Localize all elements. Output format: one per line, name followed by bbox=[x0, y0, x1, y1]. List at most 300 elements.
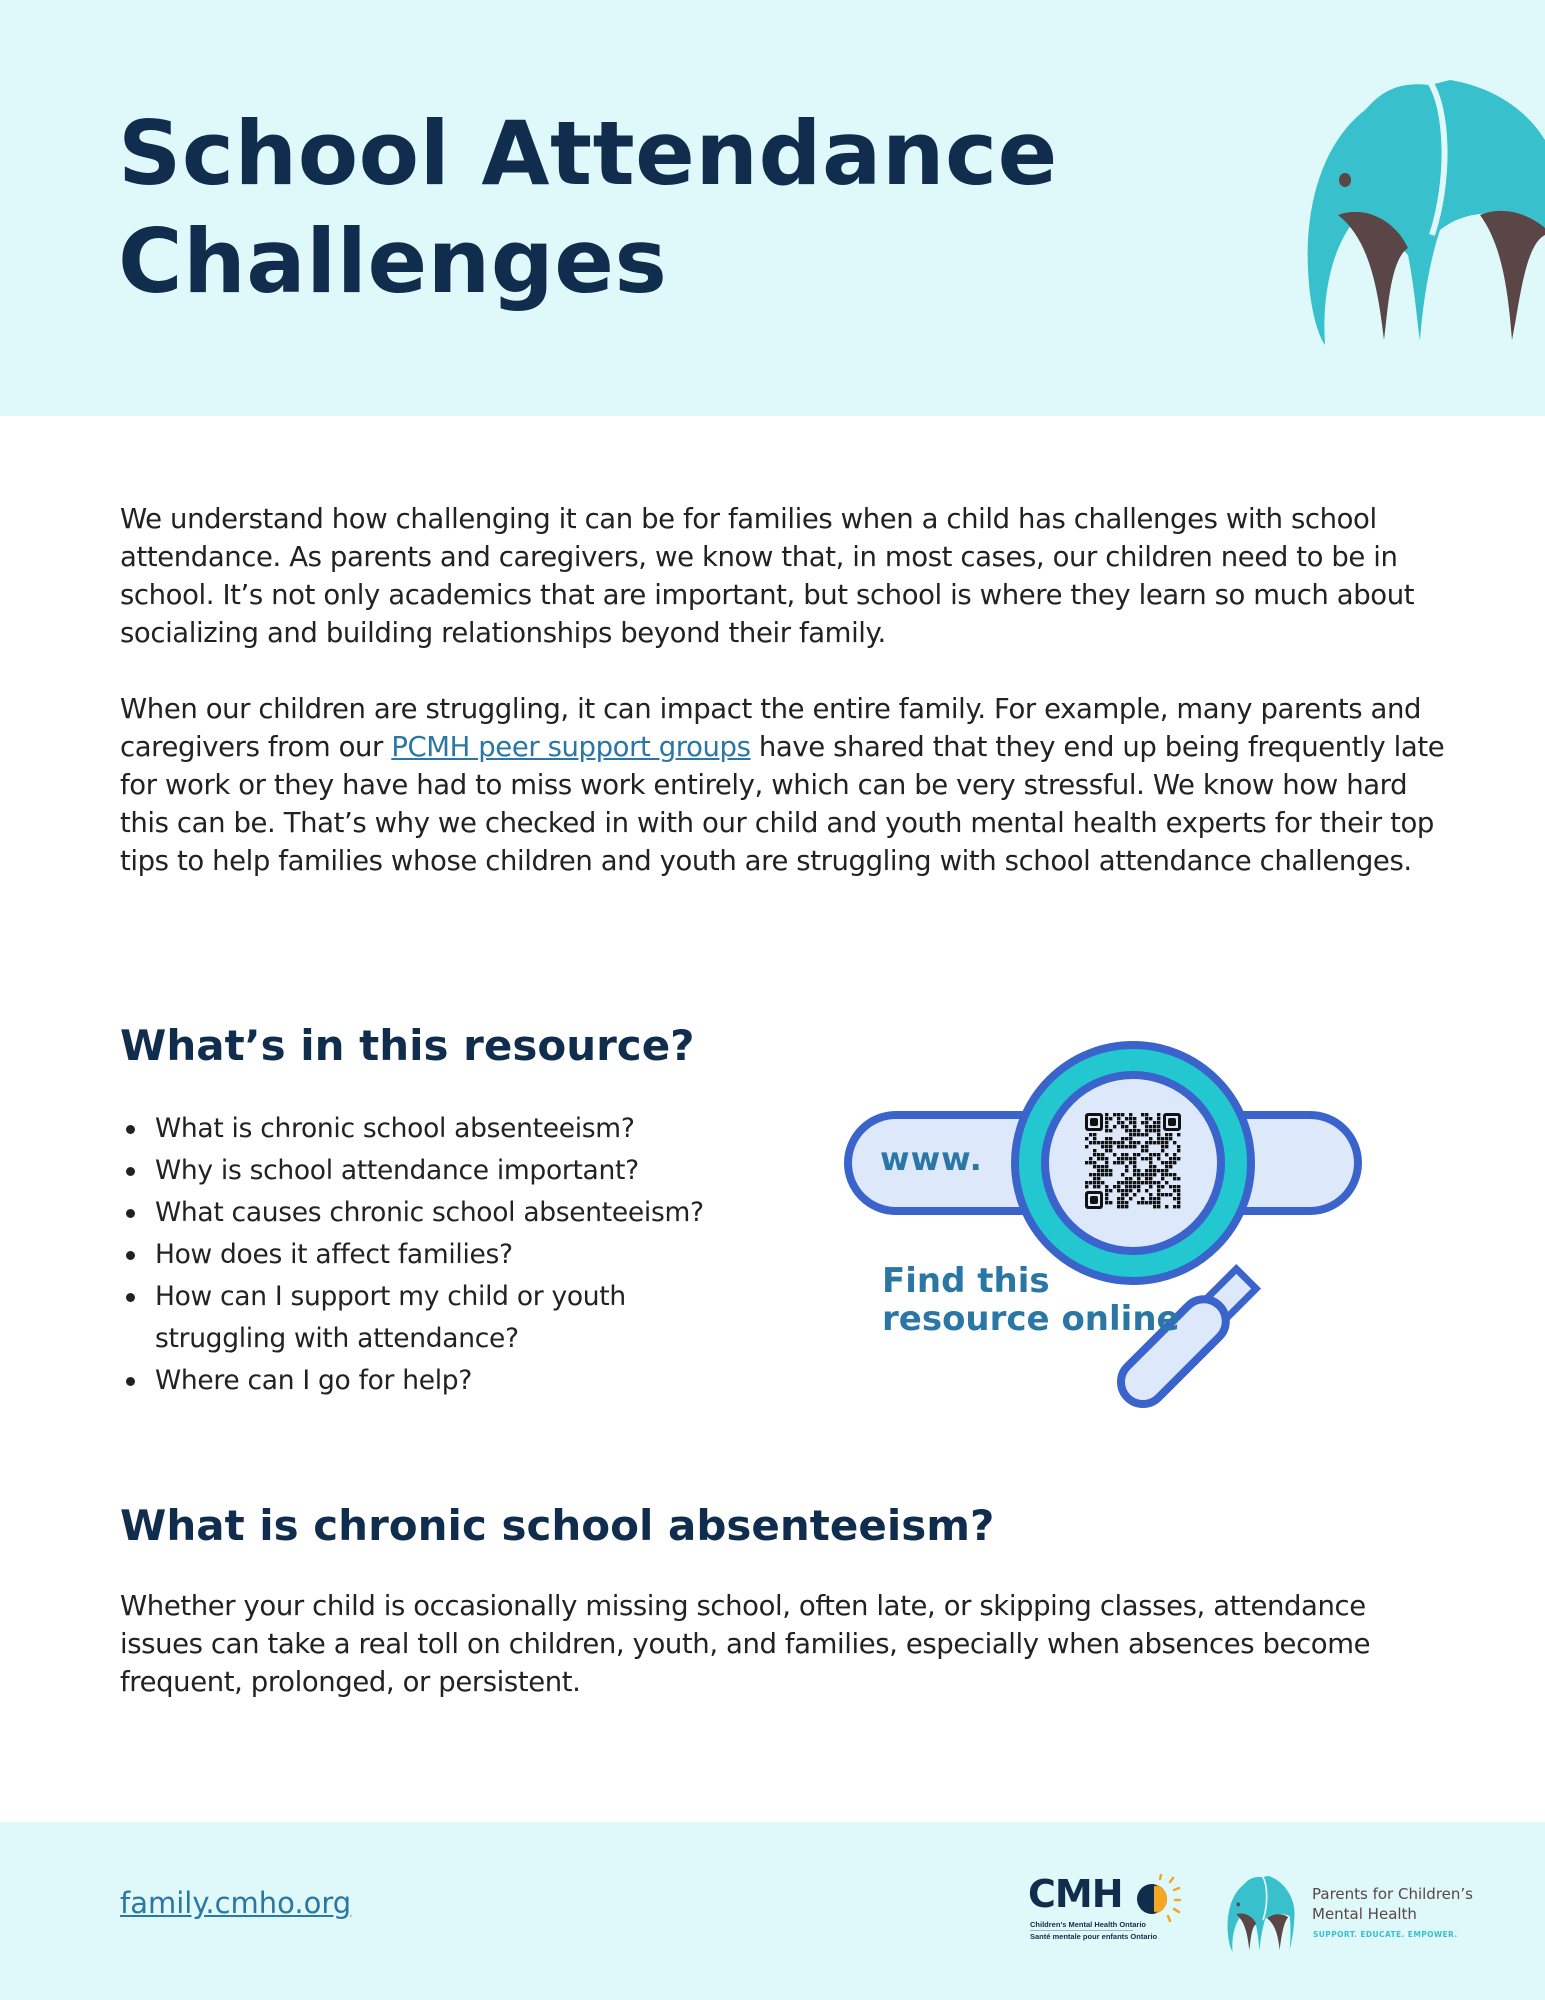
qr-module bbox=[1129, 1113, 1132, 1116]
qr-module bbox=[1117, 1157, 1120, 1160]
qr-module bbox=[1169, 1161, 1172, 1164]
intro-paragraph-2 bbox=[120, 690, 1450, 880]
qr-module bbox=[1093, 1137, 1096, 1140]
qr-module bbox=[1105, 1157, 1108, 1160]
qr-module bbox=[1145, 1141, 1148, 1144]
qr-module bbox=[1121, 1189, 1124, 1192]
pcmh-peer-support-link[interactable]: PCMH peer support groups bbox=[391, 731, 751, 763]
qr-module bbox=[1133, 1193, 1136, 1196]
qr-module bbox=[1097, 1185, 1100, 1188]
qr-module bbox=[1109, 1169, 1112, 1172]
qr-module bbox=[1133, 1173, 1136, 1176]
qr-module bbox=[1125, 1129, 1128, 1132]
qr-module bbox=[1117, 1181, 1120, 1184]
qr-module bbox=[1149, 1157, 1152, 1160]
qr-module bbox=[1093, 1161, 1096, 1164]
qr-module bbox=[1145, 1117, 1148, 1120]
list-item-text: How can I support my child or youth struggling with attendance? bbox=[155, 1281, 626, 1354]
qr-module bbox=[1133, 1141, 1136, 1144]
qr-module bbox=[1117, 1145, 1120, 1148]
qr-module bbox=[1173, 1153, 1176, 1156]
qr-module bbox=[1121, 1181, 1124, 1184]
qr-module bbox=[1109, 1145, 1112, 1148]
qr-module bbox=[1109, 1117, 1112, 1120]
qr-module bbox=[1133, 1185, 1136, 1188]
qr-module bbox=[1169, 1193, 1172, 1196]
qr-module bbox=[1141, 1173, 1144, 1176]
qr-module bbox=[1157, 1137, 1160, 1140]
qr-module bbox=[1137, 1181, 1140, 1184]
qr-module bbox=[1125, 1193, 1128, 1196]
qr-module bbox=[1161, 1169, 1164, 1172]
cmho-wordmark: CMH bbox=[1028, 1872, 1123, 1916]
bullet-icon bbox=[126, 1209, 135, 1218]
qr-module bbox=[1161, 1177, 1164, 1180]
qr-module bbox=[1129, 1141, 1132, 1144]
pcmh-tagline: SUPPORT. EDUCATE. EMPOWER. bbox=[1313, 1930, 1458, 1939]
qr-module bbox=[1137, 1177, 1140, 1180]
qr-module bbox=[1113, 1153, 1116, 1156]
qr-module bbox=[1105, 1173, 1108, 1176]
qr-module bbox=[1129, 1117, 1132, 1120]
qr-module bbox=[1121, 1125, 1124, 1128]
qr-module bbox=[1105, 1113, 1108, 1116]
list-item-text: What causes chronic school absenteeism? bbox=[155, 1197, 704, 1228]
qr-module bbox=[1133, 1165, 1136, 1168]
qr-module bbox=[1085, 1161, 1088, 1164]
qr-module bbox=[1165, 1133, 1168, 1136]
qr-module bbox=[1105, 1169, 1108, 1172]
qr-module bbox=[1133, 1145, 1136, 1148]
qr-module bbox=[1145, 1121, 1148, 1124]
qr-module bbox=[1109, 1149, 1112, 1152]
qr-module bbox=[1089, 1161, 1092, 1164]
qr-module bbox=[1157, 1205, 1160, 1208]
resource-contents-list bbox=[120, 1108, 760, 1402]
qr-module bbox=[1093, 1165, 1096, 1168]
qr-module bbox=[1125, 1165, 1128, 1168]
qr-module bbox=[1113, 1125, 1116, 1128]
qr-module bbox=[1145, 1133, 1148, 1136]
qr-module bbox=[1145, 1125, 1148, 1128]
qr-module bbox=[1129, 1177, 1132, 1180]
qr-module bbox=[1145, 1145, 1148, 1148]
qr-module bbox=[1157, 1201, 1160, 1204]
qr-module bbox=[1105, 1141, 1108, 1144]
qr-module bbox=[1161, 1193, 1164, 1196]
qr-module bbox=[1129, 1133, 1132, 1136]
qr-module bbox=[1141, 1145, 1144, 1148]
pcmh-name bbox=[1312, 1884, 1473, 1924]
qr-module bbox=[1177, 1145, 1180, 1148]
qr-module bbox=[1097, 1157, 1100, 1160]
qr-module bbox=[1097, 1165, 1100, 1168]
intro-paragraph-2-text-a: When our children are struggling, it can impact the entire family. For example, many parents and caregivers from our bbox=[120, 693, 1422, 763]
pcmh-name-line-1: Parents for Children’s bbox=[1312, 1885, 1473, 1903]
qr-module bbox=[1105, 1149, 1108, 1152]
qr-module bbox=[1177, 1177, 1180, 1180]
qr-module bbox=[1125, 1177, 1128, 1180]
qr-module bbox=[1101, 1181, 1104, 1184]
qr-module bbox=[1153, 1181, 1156, 1184]
qr-module bbox=[1157, 1133, 1160, 1136]
find-online-caption-line-2: resource online bbox=[882, 1299, 1180, 1339]
pcmh-name-line-2: Mental Health bbox=[1312, 1905, 1417, 1923]
qr-module bbox=[1109, 1129, 1112, 1132]
qr-module bbox=[1157, 1125, 1160, 1128]
qr-module bbox=[1101, 1145, 1104, 1148]
qr-module bbox=[1121, 1157, 1124, 1160]
cmho-french-name: Santé mentale pour enfants Ontario bbox=[1030, 1932, 1158, 1941]
qr-module bbox=[1113, 1113, 1116, 1116]
qr-module bbox=[1161, 1185, 1164, 1188]
qr-module bbox=[1165, 1169, 1168, 1172]
qr-module bbox=[1121, 1197, 1124, 1200]
qr-module bbox=[1165, 1165, 1168, 1168]
qr-module bbox=[1153, 1165, 1156, 1168]
qr-module bbox=[1173, 1197, 1176, 1200]
qr-module bbox=[1089, 1157, 1092, 1160]
qr-module bbox=[1085, 1181, 1088, 1184]
qr-module bbox=[1097, 1177, 1100, 1180]
qr-module bbox=[1149, 1185, 1152, 1188]
qr-module bbox=[1157, 1121, 1160, 1124]
sun-moon-icon bbox=[1132, 1874, 1182, 1924]
qr-module bbox=[1101, 1169, 1104, 1172]
qr-module bbox=[1125, 1201, 1128, 1204]
cmho-divider bbox=[1030, 1930, 1133, 1931]
qr-module bbox=[1141, 1201, 1144, 1204]
qr-module bbox=[1105, 1145, 1108, 1148]
qr-module bbox=[1093, 1141, 1096, 1144]
qr-module bbox=[1125, 1185, 1128, 1188]
qr-module bbox=[1105, 1125, 1108, 1128]
qr-module bbox=[1105, 1129, 1108, 1132]
qr-module bbox=[1161, 1141, 1164, 1144]
qr-module bbox=[1089, 1141, 1092, 1144]
qr-module bbox=[1125, 1117, 1128, 1120]
qr-module bbox=[1117, 1141, 1120, 1144]
qr-module bbox=[1141, 1181, 1144, 1184]
qr-module bbox=[1101, 1153, 1104, 1156]
qr-module bbox=[1149, 1169, 1152, 1172]
qr-module bbox=[1161, 1149, 1164, 1152]
qr-module bbox=[1157, 1153, 1160, 1156]
qr-module bbox=[1153, 1129, 1156, 1132]
qr-module bbox=[1117, 1205, 1120, 1208]
find-online-caption bbox=[882, 1262, 1180, 1338]
qr-module bbox=[1109, 1201, 1112, 1204]
qr-module bbox=[1133, 1153, 1136, 1156]
qr-module bbox=[1149, 1161, 1152, 1164]
qr-module bbox=[1153, 1201, 1156, 1204]
qr-module bbox=[1145, 1169, 1148, 1172]
qr-module bbox=[1125, 1181, 1128, 1184]
url-prefix-text: www. bbox=[880, 1140, 983, 1178]
qr-module bbox=[1157, 1181, 1160, 1184]
qr-module bbox=[1157, 1141, 1160, 1144]
qr-module bbox=[1105, 1117, 1108, 1120]
qr-module bbox=[1109, 1137, 1112, 1140]
qr-module bbox=[1097, 1169, 1100, 1172]
resource-heading: What’s in this resource? bbox=[120, 1021, 695, 1070]
qr-module bbox=[1173, 1173, 1176, 1176]
bullet-icon bbox=[126, 1125, 135, 1134]
qr-module bbox=[1149, 1153, 1152, 1156]
cmho-english-name: Children’s Mental Health Ontario bbox=[1030, 1920, 1146, 1929]
qr-module bbox=[1121, 1121, 1124, 1124]
qr-module bbox=[1157, 1113, 1160, 1116]
qr-module bbox=[1177, 1185, 1180, 1188]
qr-module bbox=[1165, 1137, 1168, 1140]
qr-module bbox=[1121, 1153, 1124, 1156]
qr-module bbox=[1141, 1149, 1144, 1152]
qr-module bbox=[1157, 1129, 1160, 1132]
qr-module bbox=[1085, 1145, 1088, 1148]
qr-module bbox=[1129, 1181, 1132, 1184]
qr-module bbox=[1173, 1205, 1176, 1208]
qr-module bbox=[1125, 1205, 1128, 1208]
qr-module bbox=[1129, 1185, 1132, 1188]
qr-module bbox=[1133, 1133, 1136, 1136]
qr-module bbox=[1105, 1201, 1108, 1204]
elephant-logo-icon bbox=[1280, 70, 1545, 350]
qr-module bbox=[1145, 1113, 1148, 1116]
qr-module bbox=[1173, 1157, 1176, 1160]
qr-module bbox=[1169, 1133, 1172, 1136]
qr-module bbox=[1149, 1125, 1152, 1128]
qr-module bbox=[1129, 1121, 1132, 1124]
qr-module bbox=[1125, 1157, 1128, 1160]
qr-module bbox=[1177, 1193, 1180, 1196]
list-item bbox=[120, 1360, 760, 1402]
qr-module bbox=[1153, 1125, 1156, 1128]
qr-module bbox=[1137, 1185, 1140, 1188]
qr-module bbox=[1177, 1197, 1180, 1200]
qr-module bbox=[1173, 1177, 1176, 1180]
qr-module bbox=[1141, 1133, 1144, 1136]
qr-module bbox=[1157, 1117, 1160, 1120]
qr-module bbox=[1145, 1177, 1148, 1180]
page-title bbox=[118, 100, 1058, 316]
qr-module bbox=[1093, 1173, 1096, 1176]
qr-module bbox=[1121, 1137, 1124, 1140]
qr-module bbox=[1141, 1157, 1144, 1160]
qr-module bbox=[1149, 1141, 1152, 1144]
qr-module bbox=[1149, 1117, 1152, 1120]
magnifying-glass-icon bbox=[840, 1025, 1370, 1410]
qr-module bbox=[1149, 1193, 1152, 1196]
qr-module bbox=[1153, 1173, 1156, 1176]
qr-code bbox=[1085, 1113, 1181, 1209]
qr-module bbox=[1137, 1133, 1140, 1136]
qr-module bbox=[1121, 1173, 1124, 1176]
intro-paragraph-1: We understand how challenging it can be for families when a child has challenges with school attendance. As parents and caregivers, we know that, in most cases, our children need to be in school. It’s not only academics that are important, but school is where they learn so much about socializing and building relationships beyond their family. bbox=[120, 503, 1415, 649]
qr-module bbox=[1105, 1189, 1108, 1192]
qr-module bbox=[1121, 1161, 1124, 1164]
qr-module bbox=[1093, 1133, 1096, 1136]
qr-module bbox=[1157, 1169, 1160, 1172]
qr-module bbox=[1093, 1185, 1096, 1188]
qr-module bbox=[1125, 1145, 1128, 1148]
qr-module bbox=[1133, 1169, 1136, 1172]
qr-module bbox=[1169, 1137, 1172, 1140]
qr-module bbox=[1117, 1189, 1120, 1192]
qr-module bbox=[1153, 1197, 1156, 1200]
list-item bbox=[120, 1276, 760, 1360]
qr-module bbox=[1145, 1129, 1148, 1132]
qr-module bbox=[1141, 1113, 1144, 1116]
qr-module bbox=[1149, 1129, 1152, 1132]
list-item bbox=[120, 1234, 760, 1276]
qr-module bbox=[1105, 1193, 1108, 1196]
qr-module bbox=[1109, 1173, 1112, 1176]
qr-module bbox=[1121, 1193, 1124, 1196]
qr-module bbox=[1117, 1121, 1120, 1124]
qr-module bbox=[1137, 1189, 1140, 1192]
qr-module bbox=[1105, 1165, 1108, 1168]
qr-module bbox=[1117, 1161, 1120, 1164]
list-item bbox=[120, 1192, 760, 1234]
qr-module bbox=[1165, 1181, 1168, 1184]
qr-module bbox=[1161, 1145, 1164, 1148]
qr-module bbox=[1113, 1141, 1116, 1144]
qr-module bbox=[1173, 1161, 1176, 1164]
qr-module bbox=[1145, 1149, 1148, 1152]
qr-module bbox=[1149, 1165, 1152, 1168]
qr-module bbox=[1097, 1181, 1100, 1184]
qr-module bbox=[1149, 1181, 1152, 1184]
qr-module bbox=[1117, 1113, 1120, 1116]
qr-module bbox=[1157, 1197, 1160, 1200]
bullet-icon bbox=[126, 1167, 135, 1176]
qr-module bbox=[1105, 1137, 1108, 1140]
qr-module bbox=[1085, 1137, 1088, 1140]
qr-module bbox=[1165, 1161, 1168, 1164]
qr-module bbox=[1173, 1141, 1176, 1144]
qr-module bbox=[1153, 1141, 1156, 1144]
qr-module bbox=[1129, 1161, 1132, 1164]
list-item bbox=[120, 1108, 760, 1150]
qr-module bbox=[1133, 1181, 1136, 1184]
qr-module bbox=[1097, 1153, 1100, 1156]
qr-module bbox=[1121, 1145, 1124, 1148]
chronic-absenteeism-heading: What is chronic school absenteeism? bbox=[120, 1501, 995, 1550]
qr-module bbox=[1129, 1157, 1132, 1160]
qr-module bbox=[1133, 1129, 1136, 1132]
list-item-text: What is chronic school absenteeism? bbox=[155, 1113, 635, 1144]
qr-module bbox=[1145, 1189, 1148, 1192]
qr-module bbox=[1137, 1201, 1140, 1204]
qr-module bbox=[1145, 1173, 1148, 1176]
bullet-icon bbox=[126, 1293, 135, 1302]
qr-module bbox=[1093, 1181, 1096, 1184]
qr-module bbox=[1169, 1157, 1172, 1160]
qr-module bbox=[1141, 1197, 1144, 1200]
qr-module bbox=[1121, 1141, 1124, 1144]
qr-module bbox=[1137, 1141, 1140, 1144]
qr-module bbox=[1117, 1185, 1120, 1188]
qr-module bbox=[1125, 1169, 1128, 1172]
qr-module bbox=[1105, 1121, 1108, 1124]
qr-module bbox=[1141, 1121, 1144, 1124]
qr-module bbox=[1113, 1185, 1116, 1188]
qr-module bbox=[1165, 1153, 1168, 1156]
bullet-icon bbox=[126, 1377, 135, 1386]
qr-module bbox=[1097, 1141, 1100, 1144]
qr-module bbox=[1125, 1153, 1128, 1156]
qr-module bbox=[1157, 1193, 1160, 1196]
qr-module bbox=[1117, 1201, 1120, 1204]
qr-module bbox=[1169, 1173, 1172, 1176]
qr-module bbox=[1121, 1113, 1124, 1116]
qr-module bbox=[1109, 1189, 1112, 1192]
intro-paragraph-2-text-b: have shared that they end up being frequently late for work or they have had to miss work entirely, which can be very stressful. We know how hard this can be. That’s why we checked in with our child and youth mental health experts for their top tips to help families whose children and youth are struggling with school attendance challenges. bbox=[120, 731, 1445, 877]
qr-module bbox=[1117, 1117, 1120, 1120]
qr-module bbox=[1105, 1185, 1108, 1188]
qr-module bbox=[1177, 1189, 1180, 1192]
qr-module bbox=[1153, 1205, 1156, 1208]
qr-module bbox=[1161, 1161, 1164, 1164]
qr-module bbox=[1089, 1173, 1092, 1176]
qr-module bbox=[1161, 1137, 1164, 1140]
qr-module bbox=[1177, 1149, 1180, 1152]
qr-module bbox=[1165, 1173, 1168, 1176]
qr-module bbox=[1153, 1121, 1156, 1124]
qr-module bbox=[1157, 1185, 1160, 1188]
qr-module bbox=[1153, 1153, 1156, 1156]
pcmh-elephant-icon bbox=[1215, 1873, 1300, 1953]
qr-module bbox=[1137, 1169, 1140, 1172]
qr-module bbox=[1149, 1197, 1152, 1200]
qr-module bbox=[1085, 1185, 1088, 1188]
qr-module bbox=[1133, 1161, 1136, 1164]
qr-module bbox=[1149, 1137, 1152, 1140]
qr-module bbox=[1133, 1117, 1136, 1120]
bullet-icon bbox=[126, 1251, 135, 1260]
qr-module bbox=[1097, 1173, 1100, 1176]
qr-module bbox=[1133, 1121, 1136, 1124]
qr-module bbox=[1101, 1157, 1104, 1160]
qr-module bbox=[1121, 1205, 1124, 1208]
qr-module bbox=[1121, 1201, 1124, 1204]
list-item-text: Where can I go for help? bbox=[155, 1365, 473, 1396]
qr-module bbox=[1177, 1133, 1180, 1136]
qr-module bbox=[1177, 1201, 1180, 1204]
qr-module bbox=[1153, 1169, 1156, 1172]
qr-module bbox=[1165, 1205, 1168, 1208]
qr-module bbox=[1145, 1181, 1148, 1184]
list-item-text: How does it affect families? bbox=[155, 1239, 513, 1270]
qr-module bbox=[1129, 1197, 1132, 1200]
qr-module bbox=[1169, 1185, 1172, 1188]
qr-module bbox=[1165, 1141, 1168, 1144]
qr-module bbox=[1125, 1125, 1128, 1128]
list-item-text: Why is school attendance important? bbox=[155, 1155, 639, 1186]
qr-module bbox=[1133, 1125, 1136, 1128]
qr-module bbox=[1129, 1137, 1132, 1140]
qr-module bbox=[1137, 1153, 1140, 1156]
qr-module bbox=[1157, 1189, 1160, 1192]
qr-module bbox=[1169, 1165, 1172, 1168]
qr-module bbox=[1125, 1189, 1128, 1192]
qr-module bbox=[1177, 1205, 1180, 1208]
qr-module bbox=[1173, 1189, 1176, 1192]
qr-module bbox=[1129, 1145, 1132, 1148]
family-cmho-link[interactable]: family.cmho.org bbox=[120, 1886, 352, 1920]
qr-module bbox=[1165, 1145, 1168, 1148]
qr-module bbox=[1101, 1165, 1104, 1168]
